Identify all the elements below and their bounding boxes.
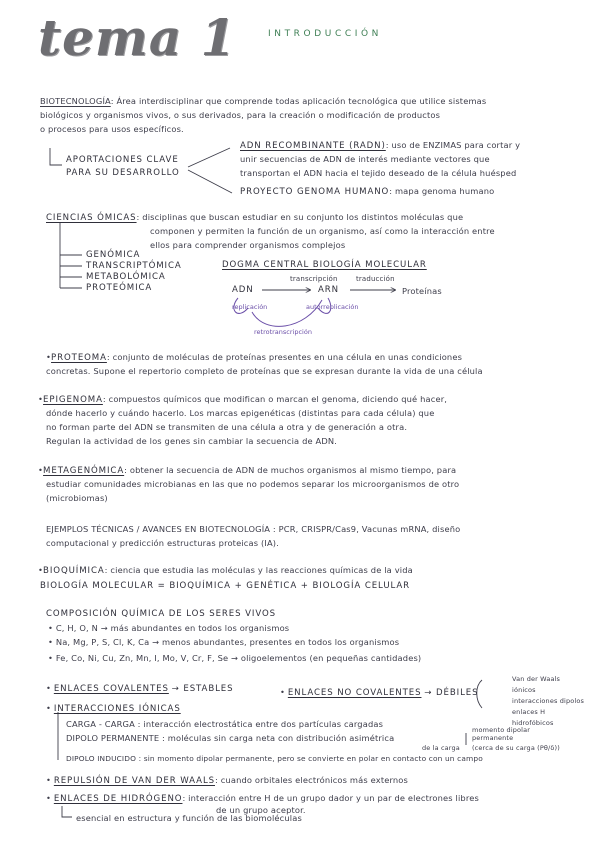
no-covalente-type: Van der Waals xyxy=(512,675,561,683)
no-covalente-type: hidrofóbicos xyxy=(512,719,554,727)
aportaciones-line-1: APORTACIONES CLAVE xyxy=(66,155,179,165)
dogma-retrotranscripcion: retrotranscripción xyxy=(254,328,312,336)
composicion-line-2: • Na, Mg, P, S, Cl, K, Ca → menos abundantes, presentes en todos los organismos xyxy=(48,637,400,647)
dogma-arn: ARN xyxy=(318,285,339,295)
dogma-proteinas: Proteínas xyxy=(402,286,442,296)
biotecnologia-line-1: BIOTECNOLOGÍA: Área interdisciplinar que comprende todas aplicación tecnológica que utilice sistemas xyxy=(40,96,487,106)
epigenoma-line-1: •EPIGENOMA: compuestos químicos que modifican o marcan el genoma, diciendo qué hacer, xyxy=(38,394,448,405)
no-covalente-type: iónicos xyxy=(512,686,536,694)
epigenoma-line-3: no forman parte del ADN se transmiten de una célula a otra y de generación a otra. xyxy=(46,422,408,432)
enlaces-hidrogeno-line-2: de un grupo aceptor. xyxy=(216,805,306,815)
epigenoma-line-2: dónde hacerlo y cuándo hacerlo. Los marcas epigenéticas (distintas para cada célula) que xyxy=(46,408,435,418)
dogma-replicacion: replicación xyxy=(232,303,268,311)
composicion-line-1: • C, H, O, N → más abundantes en todos los organismos xyxy=(48,623,290,633)
carga-carga: CARGA - CARGA : interacción electrostática entre dos partículas cargadas xyxy=(66,719,384,729)
biotecnologia-line-3: o procesos para usos específicos. xyxy=(40,124,184,134)
dogma-adn: ADN xyxy=(232,285,254,295)
omica-item: PROTEÓMICA xyxy=(86,283,153,293)
composicion-title: COMPOSICIÓN QUÍMICA DE LOS SERES VIVOS xyxy=(46,609,276,619)
enlaces-hidrogeno-line-3: esencial en estructura y función de las biomoléculas xyxy=(76,813,302,823)
dipolo-permanente-side: (cerca de su carga (Pθ/δ)) xyxy=(472,744,560,752)
omica-item: METABOLÓMICA xyxy=(86,272,166,282)
bioquimica-line-2: BIOLOGÍA MOLECULAR = BIOQUÍMICA + GENÉTICA + BIOLOGÍA CELULAR xyxy=(40,581,411,591)
omica-item: GENÓMICA xyxy=(86,250,141,260)
omica-item: TRANSCRIPTÓMICA xyxy=(86,261,182,271)
metagenomica-line-2: estudiar comunidades microbianas en las que no podemos separar los microorganismos de otro xyxy=(46,479,460,489)
bioquimica-line-1: •BIOQUÍMICA: ciencia que estudia las moléculas y las reacciones químicas de la vida xyxy=(38,565,413,576)
omicas-line-2: componen y permiten la función de un organismo, así como la interacción entre xyxy=(150,226,495,236)
momento-dipolar-label: momento dipolar xyxy=(472,726,531,734)
enlaces-covalentes: • ENLACES COVALENTES → ESTABLES xyxy=(46,683,234,694)
section-label: INTRODUCCIÓN xyxy=(268,29,382,39)
momento-dipolar-label: permanente xyxy=(472,734,514,742)
dipolo-permanente: DIPOLO PERMANENTE : moléculas sin carga neta con distribución asimétrica xyxy=(66,733,395,743)
biotecnologia-line-2: biológicos y organismos vivos, o sus derivados, para la creación o modificación de productos xyxy=(40,110,441,120)
adn-recombinante-line-1: ADN RECOMBINANTE (RADN): uso de ENZIMAS para cortar y xyxy=(240,140,521,151)
dogma-transcripcion: transcripción xyxy=(290,275,338,283)
no-covalente-type: interacciones dipolos xyxy=(512,697,584,705)
composicion-line-3: • Fe, Co, Ni, Cu, Zn, Mn, I, Mo, V, Cr, F, Se → oligoelementos (en pequeñas cantidades) xyxy=(48,653,422,663)
dipolo-permanente-cont: de la carga xyxy=(422,744,460,752)
page-title: tema 1 xyxy=(38,8,237,67)
dogma-autoreplicacion: autorreplicación xyxy=(306,303,359,311)
enlaces-hidrogeno-line-1: • ENLACES DE HIDRÓGENO: interacción entre H de un grupo dador y un par de electrones libres xyxy=(46,793,479,804)
metagenomica-line-3: (microbiomas) xyxy=(46,493,108,503)
aportaciones-line-2: PARA SU DESARROLLO xyxy=(66,168,180,178)
omicas-line-1: CIENCIAS ÓMICAS: disciplinas que buscan estudiar en su conjunto los distintos moléculas que xyxy=(46,212,464,223)
repulsion-van-der-waals: • REPULSIÓN DE VAN DER WAALS: cuando orbitales electrónicos más externos xyxy=(46,775,408,786)
dipolo-inducido: DIPOLO INDUCIDO : sin momento dipolar permanente, pero se convierte en polar en contacto con un campo xyxy=(66,754,483,763)
metagenomica-line-1: •METAGENÓMICA: obtener la secuencia de ADN de muchos organismos al mismo tiempo, para xyxy=(38,465,457,476)
ejemplos-line-1: EJEMPLOS TÉCNICAS / AVANCES EN BIOTECNOLOGÍA : PCR, CRISPR/Cas9, Vacunas mRNA, diseño xyxy=(46,524,461,534)
interacciones-title: • INTERACCIONES IÓNICAS xyxy=(46,703,181,714)
biotecnologia-term: BIOTECNOLOGÍA xyxy=(40,96,111,106)
adn-recombinante-line-3: transportan el ADN hacia el tejido deseado de la célula huésped xyxy=(240,168,517,178)
omicas-line-3: ellos para comprender organismos complejos xyxy=(150,240,346,250)
no-covalente-type: enlaces H xyxy=(512,708,546,716)
proteoma-line-2: concretas. Supone el repertorio completo de proteínas que se expresan durante la vida de una célula xyxy=(46,366,483,376)
proteoma-line-1: •PROTEOMA: conjunto de moléculas de proteínas presentes en una célula en unas condiciones xyxy=(46,352,463,363)
enlaces-no-covalentes: • ENLACES NO COVALENTES → DÉBILES xyxy=(280,687,479,698)
adn-recombinante-line-2: unir secuencias de ADN de interés mediante vectores que xyxy=(240,154,490,164)
epigenoma-line-4: Regulan la actividad de los genes sin cambiar la secuencia de ADN. xyxy=(46,436,338,446)
dogma-traduccion: traducción xyxy=(356,275,395,283)
proyecto-genoma: PROYECTO GENOMA HUMANO: mapa genoma humano xyxy=(240,186,495,197)
ejemplos-line-2: computacional y predicción estructuras proteicas (IA). xyxy=(46,538,279,548)
dogma-title: DOGMA CENTRAL BIOLOGÍA MOLECULAR xyxy=(222,260,427,270)
